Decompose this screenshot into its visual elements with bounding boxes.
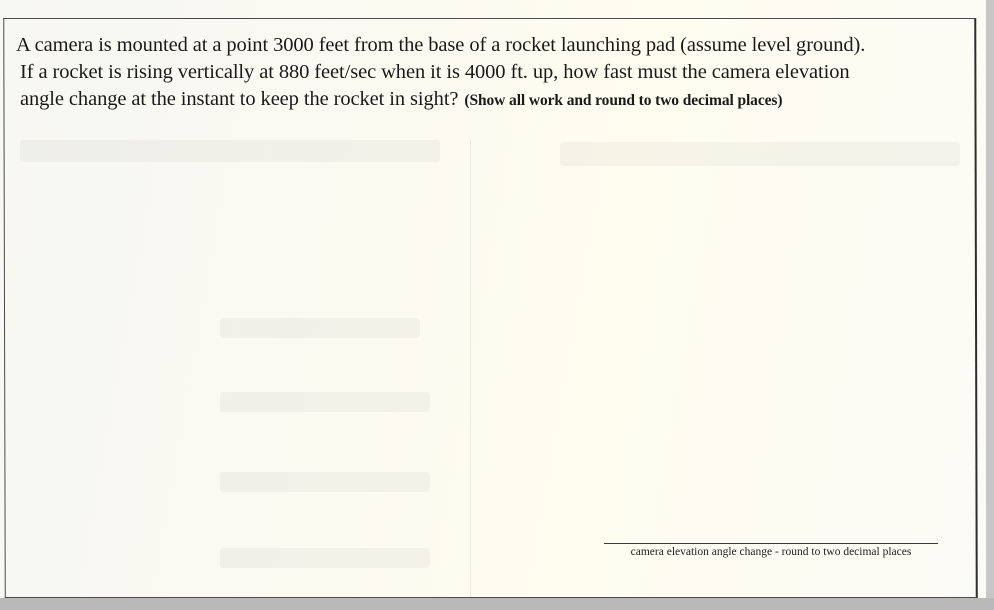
work-instruction: (Show all work and round to two decimal places) [464, 92, 783, 109]
answer-caption: camera elevation angle change - round to two decimal places [630, 546, 912, 558]
question-line-3 [16, 86, 974, 114]
question-line-3-text: angle change at the instant to keep the rocket in sight? [20, 88, 459, 110]
page-edge-right [986, 0, 994, 610]
answer-blank[interactable] [604, 543, 938, 544]
question-text [16, 32, 974, 114]
page-edge-bottom [0, 598, 994, 610]
question-line-1: A camera is mounted at a point 3000 feet from the base of a rocket launching pad (assume level ground). [16, 34, 866, 56]
question-line-2: If a rocket is rising vertically at 880 feet/sec when it is 4000 ft. up, how fast must the camera elevation [20, 61, 850, 83]
